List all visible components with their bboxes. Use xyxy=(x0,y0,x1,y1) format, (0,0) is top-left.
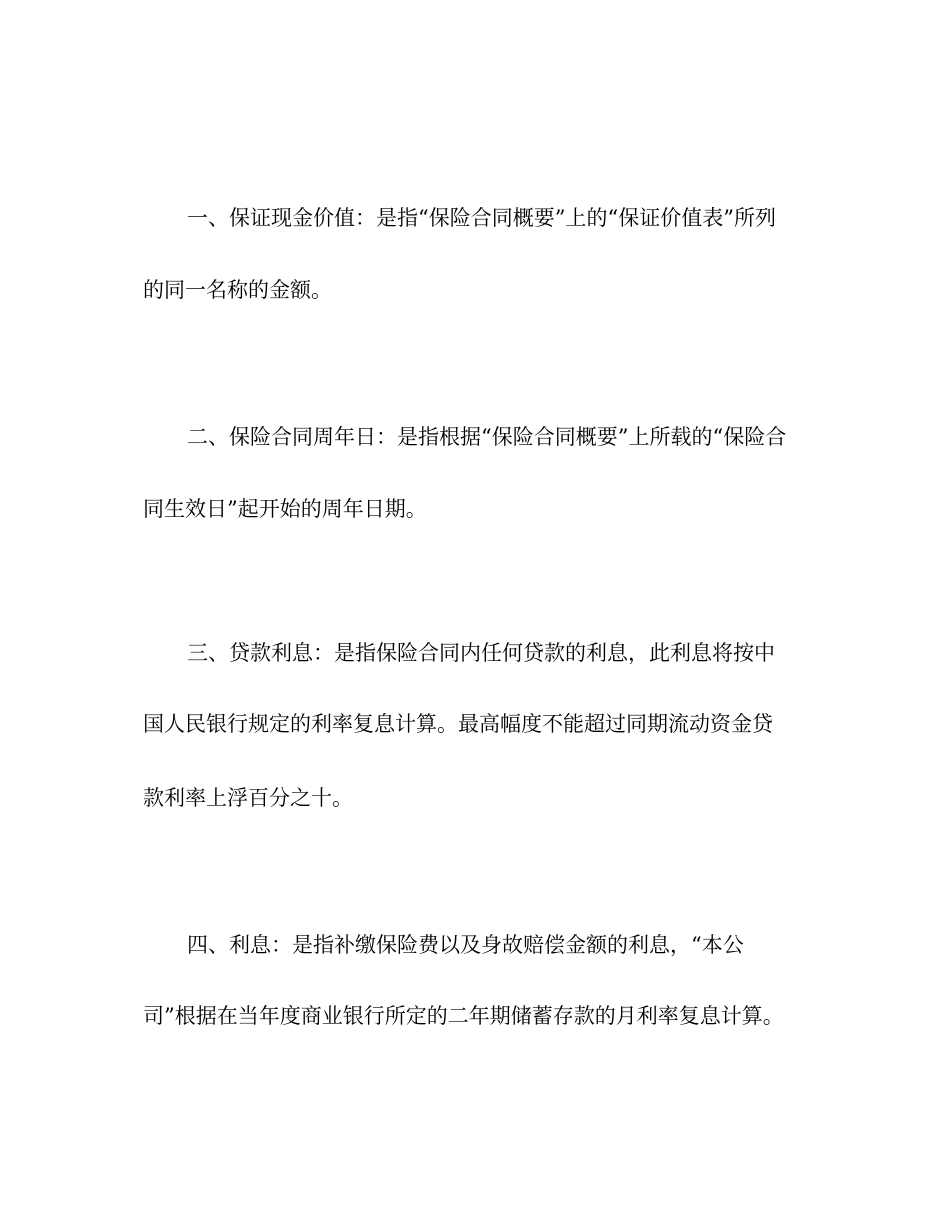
text-line: 同生效日”起开始的周年日期。 xyxy=(143,497,427,521)
text-line: 款利率上浮百分之十。 xyxy=(143,786,353,810)
text-line: 二、保险合同周年日：是指根据“保险合同概要”上所载的“保险合 xyxy=(187,425,787,449)
text-line: 三、贷款利息：是指保险合同内任何贷款的利息，此利息将按中 xyxy=(187,641,775,665)
text-line: 一、保证现金价值：是指“保险合同概要”上的“保证价值表”所列 xyxy=(187,206,776,230)
text-line: 四、利息：是指补缴保险费以及身故赔偿金额的利息，“本公 xyxy=(187,933,744,957)
text-line: 的同一名称的金额。 xyxy=(143,278,332,302)
text-line: 司”根据在当年度商业银行所定的二年期储蓄存款的月利率复息计算。 xyxy=(143,1004,784,1028)
text-line: 国人民银行规定的利率复息计算。最高幅度不能超过同期流动资金贷 xyxy=(143,712,773,736)
